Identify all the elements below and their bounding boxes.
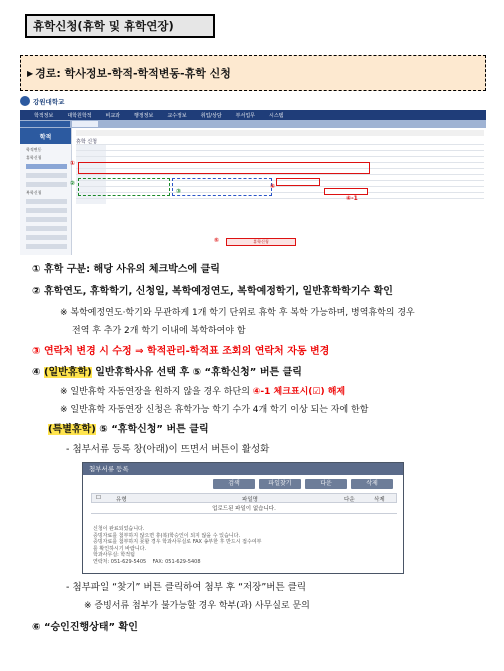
general-leave-reason-select[interactable]	[276, 178, 320, 186]
sub-tab-bar	[20, 120, 486, 128]
popup-toolbar	[213, 479, 393, 489]
step-4-note-a: ※ 일반휴학 자동연장을 원하지 않을 경우 하단의 ④-1 체크표시(☑) 해제	[60, 387, 346, 397]
attachment-popup	[82, 462, 404, 574]
select-all-checkbox[interactable]: ☐	[96, 495, 101, 501]
sidebar-item[interactable]	[26, 217, 67, 222]
inactive-tab[interactable]	[72, 121, 98, 127]
step-5-sub2: - 첨부파일 “찾기” 버튼 클릭하여 첨부 후 “저장”버튼 클릭	[66, 582, 306, 593]
breadcrumb	[76, 130, 484, 136]
nav-item[interactable]: 시스템	[268, 112, 284, 119]
sidebar-item-label[interactable]: 학적변동	[26, 147, 42, 152]
contact-field[interactable]	[172, 178, 272, 196]
step-3: ③ 연락처 변경 시 수정 ⇒ 학적관리-학적표 조회의 연락처 자동 변경	[32, 346, 330, 357]
step-2-note-cont: 전역 후 추가 2개 학기 이내에 복학하여야 함	[72, 326, 246, 336]
logo-text: 강원대학교	[33, 97, 65, 106]
sidebar-head: 학적	[20, 128, 71, 144]
step-2: ② 휴학연도, 휴학학기, 신청일, 복학예정연도, 복학예정학기, 일반휴학학기수 확인	[32, 286, 393, 297]
sidebar-item[interactable]	[26, 173, 67, 178]
nav-item[interactable]: 대학원학적	[67, 112, 92, 119]
path-text: 경로: 학사정보-학적-학적변동-휴학 신청	[35, 67, 231, 80]
popup-title: 첨부서류 등록	[83, 463, 403, 475]
step-2-note: ※ 복학예정연도·학기와 무관하게 1개 학기 단위로 휴학 후 복학 가능하며, 병역휴학의 경우	[60, 308, 415, 318]
path-banner	[20, 55, 486, 91]
marker-3: ③	[176, 188, 182, 195]
page-title: 휴학신청(휴학 및 휴학연장)	[25, 14, 215, 38]
nav-item[interactable]: 취업/상담	[200, 112, 222, 119]
col-filename: 파일명	[242, 497, 258, 503]
sidebar-item-selected[interactable]	[26, 164, 67, 169]
popup-notes: 신청이 완료되었습니다. 증빙자료를 첨부하지 않으면 휴(복)학승인이 되지 않을 수 있습니다. 증빙자료를 첨부하지 못할 경우 학과사무실로 FAX 송부한 후 반드시 접수여부 를 확인하시기 바랍니다. 학과사무실: 학적팀 연락처: 051-629-5405 FAX: 051-629-5408	[93, 526, 262, 565]
download-button[interactable]: 다운	[305, 479, 347, 489]
marker-1: ①	[70, 160, 76, 167]
leave-info-fields	[78, 178, 170, 196]
nav-item[interactable]: 행정정보	[133, 112, 154, 119]
top-navigation	[20, 110, 486, 120]
delete-button[interactable]: 삭제	[351, 479, 393, 489]
step-5-sub: - 첨부서류 등록 창(아래)이 뜨면서 버튼이 활성화	[66, 444, 270, 455]
step-4-note-b: ※ 일반휴학 자동연장 신청은 휴학가능 학기 수가 4개 학기 이상 되는 자에 한함	[60, 405, 369, 415]
col-type: 유형	[116, 497, 127, 503]
active-tab[interactable]	[20, 121, 70, 127]
system-screenshot	[20, 95, 486, 255]
sidebar-item[interactable]	[26, 235, 67, 240]
file-table-header	[91, 493, 397, 503]
marker-4-1: ④-1	[346, 195, 358, 202]
step-6: ⑥ “승인진행상태” 확인	[32, 622, 138, 633]
find-file-button[interactable]: 파일찾기	[259, 479, 301, 489]
special-leave-highlight: (특별휴학)	[48, 424, 96, 435]
general-leave-highlight: (일반휴학)	[43, 367, 92, 378]
step-4: ④ (일반휴학) 일반휴학사유 선택 후 ⑤ “휴학신청” 버튼 클릭	[32, 367, 302, 378]
logo-mark-icon	[20, 96, 30, 106]
form-row	[76, 198, 484, 204]
sidebar-item[interactable]	[26, 182, 67, 187]
nav-item[interactable]: 교수정보	[167, 112, 187, 119]
step-5-note: ※ 증빙서류 첨부가 불가능할 경우 학부(과) 사무실로 문의	[84, 601, 310, 611]
form-row	[76, 150, 484, 156]
checkbox-mark-label: ④-1 체크표시(☑)	[252, 387, 325, 397]
col-download: 다운	[344, 497, 355, 503]
sidebar-item[interactable]	[26, 226, 67, 231]
marker-5: ⑤	[214, 237, 220, 244]
marker-2: ②	[70, 180, 76, 187]
step-5: (특별휴학) ⑤ “휴학신청” 버튼 클릭	[48, 424, 209, 435]
university-logo	[20, 95, 64, 107]
sidebar-item[interactable]	[26, 199, 67, 204]
leave-type-checkbox-group[interactable]	[78, 162, 370, 174]
nav-item[interactable]: 비교과	[105, 112, 120, 119]
sidebar-item[interactable]	[26, 208, 67, 213]
empty-message: 업로드된 파일이 없습니다.	[91, 504, 397, 514]
sidebar-item-label[interactable]: 복학신청	[26, 190, 42, 195]
triangle-right-icon: ▶	[27, 68, 34, 78]
form-area	[70, 130, 484, 254]
auto-extend-checkbox[interactable]	[324, 188, 368, 195]
sidebar	[20, 128, 72, 255]
form-title: 휴학 신청	[76, 139, 97, 145]
apply-leave-button[interactable]: 휴학신청	[226, 238, 296, 246]
nav-item[interactable]: 학적정보	[34, 112, 54, 119]
nav-item[interactable]: 부서업무	[235, 112, 255, 119]
marker-4: ④	[270, 183, 276, 190]
search-button[interactable]: 검색	[213, 479, 255, 489]
col-delete: 삭제	[374, 497, 385, 503]
sidebar-item[interactable]	[26, 244, 67, 249]
step-1: ① 휴학 구분: 해당 사유의 체크박스에 클릭	[32, 264, 220, 275]
sidebar-item-label[interactable]: 휴학신청	[26, 155, 42, 160]
form-row	[76, 144, 484, 150]
